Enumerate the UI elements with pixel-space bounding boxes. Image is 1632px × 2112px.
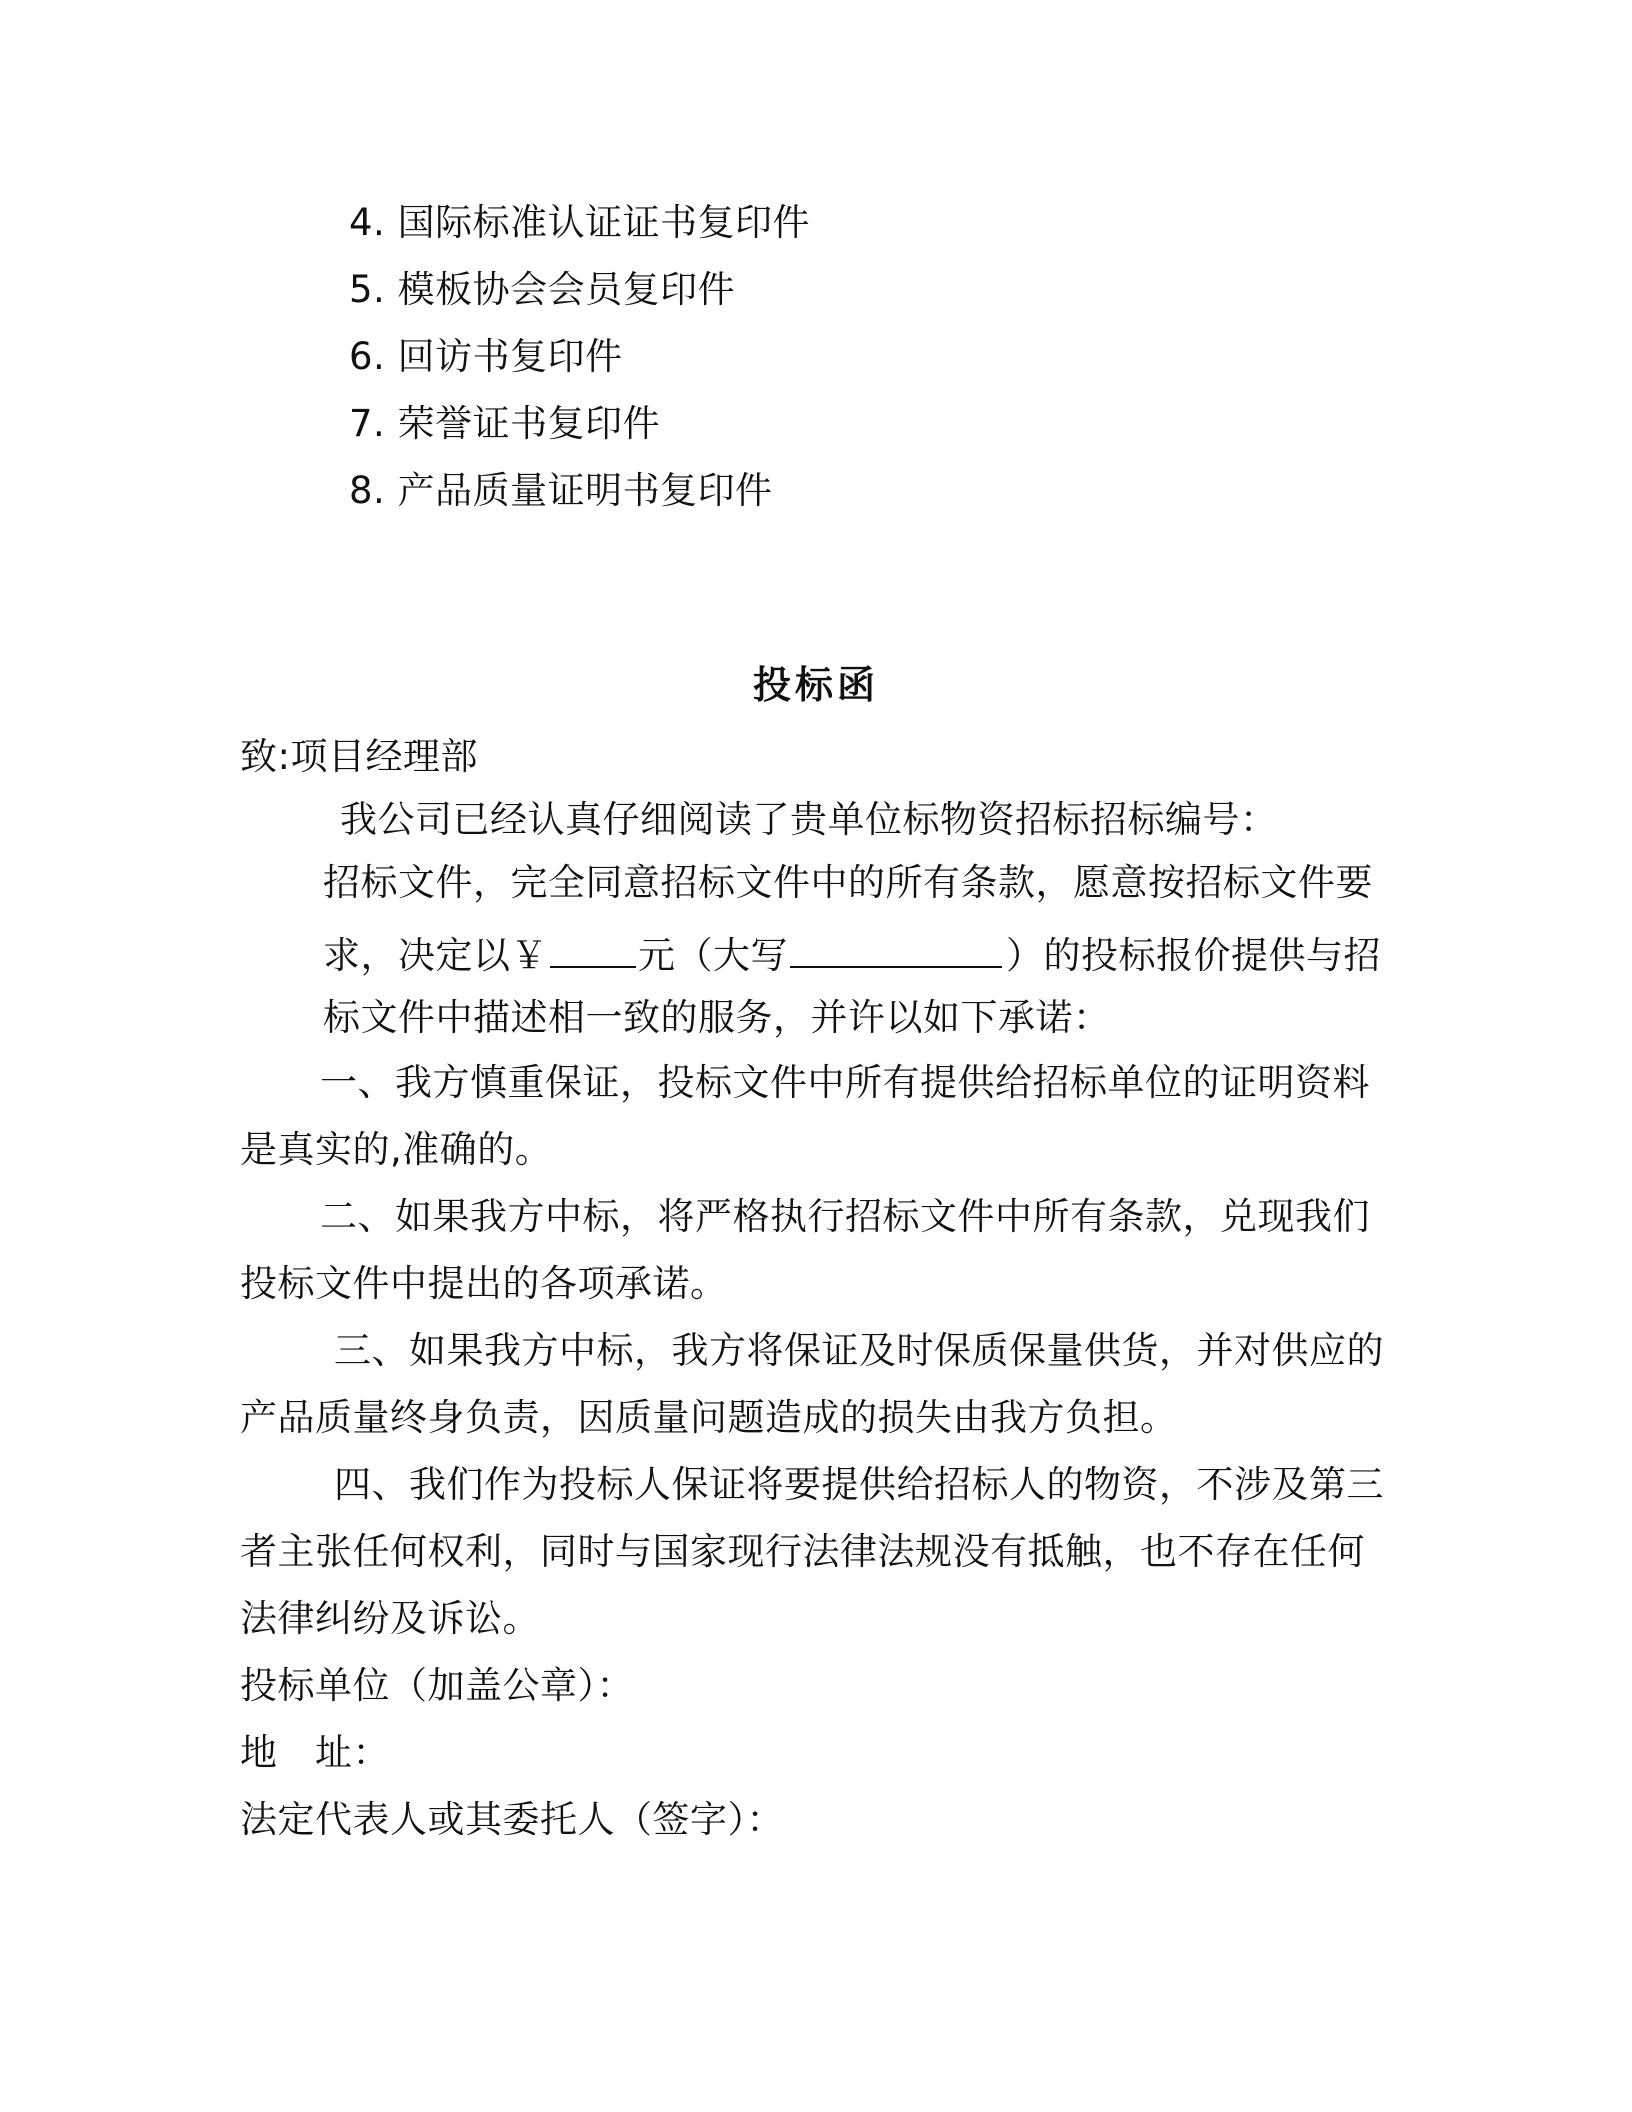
commitment-4-cont: 法律纠纷及诉讼。 [240, 1597, 540, 1640]
list-item: 8. 产品质量证明书复印件 [349, 469, 773, 512]
amount-blank [550, 936, 636, 968]
intro-line: 标文件中描述相一致的服务，并许以如下承诺： [323, 996, 1111, 1039]
commitment-3-cont: 产品质量终身负责，因质量问题造成的损失由我方负担。 [240, 1396, 1178, 1439]
commitment-4-cont: 者主张任何权利，同时与国家现行法律法规没有抵触，也不存在任何 [240, 1530, 1365, 1573]
intro-line: 我公司已经认真仔细阅读了贵单位标物资招标招标编号： [340, 798, 1278, 841]
intro-text: 元（大写 [638, 934, 788, 977]
address-label: 地 址： [240, 1731, 390, 1774]
list-item: 5. 模板协会会员复印件 [349, 268, 736, 311]
recipient: 致:项目经理部 [240, 735, 478, 778]
commitment-4: 四、我们作为投标人保证将要提供给招标人的物资，不涉及第三 [334, 1463, 1384, 1506]
amount-words-blank [790, 936, 1002, 968]
intro-line [323, 930, 1381, 982]
intro-text: ）的投标报价提供与招 [1006, 934, 1381, 977]
letter-title: 投标函 [752, 663, 879, 707]
list-item: 6. 回访书复印件 [349, 335, 623, 378]
intro-text: 求，决定以￥ [323, 934, 548, 977]
intro-line: 招标文件，完全同意招标文件中的所有条款，愿意按招标文件要 [323, 861, 1373, 904]
commitment-2-cont: 投标文件中提出的各项承诺。 [240, 1262, 728, 1305]
bidder-label: 投标单位（加盖公章）： [240, 1664, 634, 1707]
list-item: 7. 荣誉证书复印件 [349, 402, 661, 445]
commitment-1-cont: 是真实的,准确的。 [240, 1128, 553, 1171]
commitment-1: 一、我方慎重保证，投标文件中所有提供给招标单位的证明资料 [320, 1061, 1370, 1104]
list-item: 4. 国际标准认证证书复印件 [349, 201, 811, 244]
commitment-3: 三、如果我方中标，我方将保证及时保质保量供货，并对供应的 [334, 1329, 1384, 1372]
representative-label: 法定代表人或其委托人（签字）： [240, 1798, 784, 1841]
commitment-2: 二、如果我方中标，将严格执行招标文件中所有条款，兑现我们 [320, 1195, 1370, 1238]
